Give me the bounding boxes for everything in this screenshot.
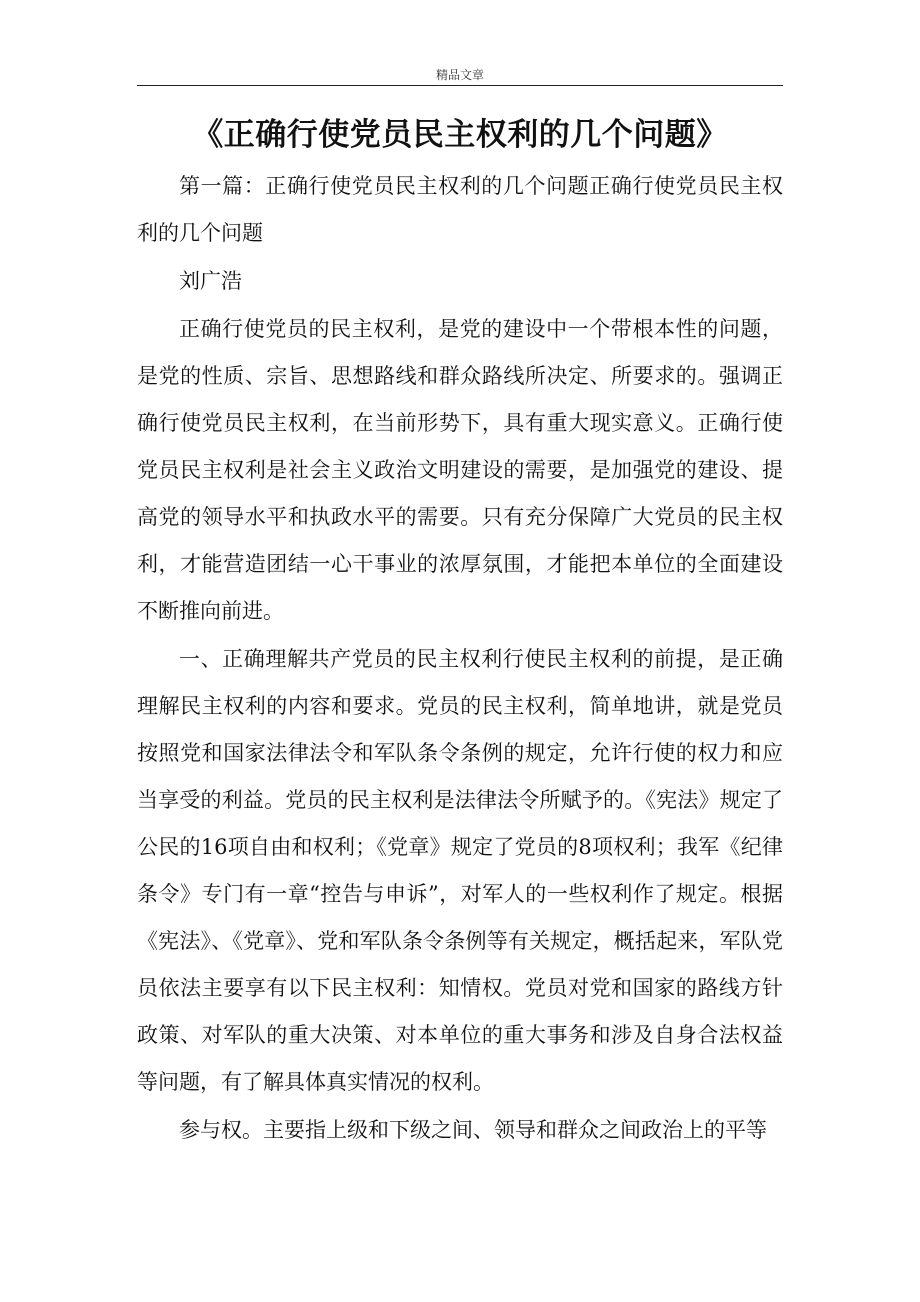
document-title: 《正确行使党员民主权利的几个问题》	[192, 117, 728, 153]
paragraph-section-one: 一、正确理解共产党员的民主权利行使民主权利的前提，是正确理解民主权利的内容和要求。党员的民主权利，简单地讲，就是党员按照党和国家法律法令和军队条令条例的规定，允许行使的权力和应当享受的利益。党员的民主权利是法律法令所赋予的。《宪法》规定了公民的16项自由和权利；《党章》规定了党员的8项权利；我军《纪律条令》专门有一章“控告与申诉”，对军人的一些权利作了规定。根据《宪法》、《党章》、党和军队条令条例等有关规定，概括起来，军队党员依法主要享有以下民主权利：知情权。党员对党和国家的路线方针政策、对军队的重大决策、对本单位的重大事务和涉及自身合法权益等问题，有了解具体真实情况的权利。	[137, 647, 783, 1094]
header-divider	[137, 85, 783, 86]
paragraph-subtitle: 第一篇：正确行使党员民主权利的几个问题正确行使党员民主权利的几个问题	[137, 174, 783, 245]
paragraph-intro: 正确行使党员的民主权利，是党的建设中一个带根本性的问题，是党的性质、宗旨、思想路线和群众路线所决定、所要求的。强调正确行使党员民主权利，在当前形势下，具有重大现实意义。正确行使党员民主权利是社会主义政治文明建设的需要，是加强党的建设、提高党的领导水平和执政水平的需要。只有充分保障广大党员的民主权利，才能营造团结一心干事业的浓厚氛围，才能把本单位的全面建设不断推向前进。	[137, 317, 783, 623]
paragraph-participation: 参与权。主要指上级和下级之间、领导和群众之间政治上的平等	[179, 1118, 767, 1142]
paragraph-author: 刘广浩	[179, 269, 242, 293]
header-label: 精品文章	[435, 68, 484, 82]
document-body	[137, 163, 783, 1154]
